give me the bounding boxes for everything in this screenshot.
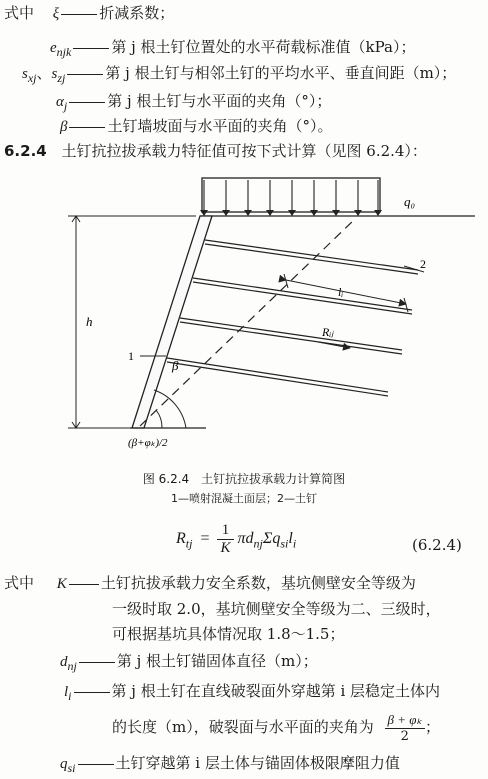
beta-arc [154, 390, 186, 428]
def-s-text: 第 j 根土钉与相邻土钉的平均水平、垂直间距（m）； [105, 64, 457, 82]
figure-caption: 图 6.2.4 土钉抗拉拔承载力计算简图 [142, 472, 346, 486]
soil-nail [205, 240, 418, 270]
def-l-line2: 的长度（m），破裂面与水平面的夹角为 $\frac{\text{β + φₖ}}{2}$ ； [112, 712, 441, 744]
label-q0: q₀ [404, 194, 416, 209]
soil-nail [205, 244, 418, 274]
label-wall-1: 1 [128, 349, 134, 363]
def-alpha-text: 第 j 根土钉与水平面的夹角（°）； [107, 92, 332, 110]
section-text: 土钉抗拉拔承载力特征值可按下式计算（见图 6.2.4）： [61, 142, 427, 160]
section-heading [4, 140, 427, 161]
formula-6-2-4: $R_{tj}$ = $\frac{1}{K}$ $\pi d_{nj}\Sigma q_{si}l_i$ [176, 522, 297, 556]
label-h: h [86, 314, 93, 329]
soil-nail [167, 358, 388, 392]
def-alpha: $\alpha_j$ 第 j 根土钉与水平面的夹角（°）； [56, 92, 332, 113]
phi-arc [156, 410, 162, 428]
figure-6-2-4 [0, 170, 488, 470]
label-beta: β [172, 358, 179, 373]
def-beta-text: 土钉墙坡面与水平面的夹角（°）。 [107, 117, 333, 135]
rij-arrow [318, 342, 350, 348]
soil-nail [167, 362, 388, 396]
label-angle: (β+φₖ)/2 [128, 437, 168, 449]
def-d: $d_{nj}$ 第 j 根土钉锚固体直径（m）； [60, 652, 318, 673]
def-beta: β 土钉墙坡面与水平面的夹角（°）。 [60, 117, 333, 135]
def-q: $q_{si}$ 土钉穿越第 i 层土体与锚固体极限摩阻力值 [60, 754, 400, 775]
symbol-e: e [50, 40, 57, 56]
formula-number: (6.2.4) [412, 536, 462, 554]
label-li: lᵢ [338, 285, 344, 299]
soil-nail [193, 282, 412, 314]
surcharge-box [202, 178, 380, 212]
figure-subcaption: 1—喷射混凝土面层；2—土钉 [171, 492, 317, 505]
def-s: $s_{xj}$、$s_{zj}$ 第 j 根土钉与相邻土钉的平均水平、垂直间距（m）； [22, 64, 457, 85]
soil-nail [180, 322, 402, 354]
def-k-line3: 可根据基坑具体情况取 1.8～1.5； [112, 625, 345, 643]
soil-nails [167, 240, 418, 396]
def-k: 式中 K 土钉抗拔承载力安全系数，基坑侧壁安全等级为 [4, 574, 416, 592]
def-prefix: 式中 [4, 4, 35, 22]
shotcrete-wall [132, 216, 212, 428]
def-e: $e_{njk}$ 第 j 根土钉位置处的水平荷载标准值（kPa）； [50, 38, 416, 59]
section-number: 6.2.4 [4, 142, 47, 160]
soil-nail [180, 318, 402, 350]
symbol-xi: ξ [52, 6, 60, 22]
def-xi [4, 2, 174, 23]
def-k-line2: 一级时取 2.0，基坑侧壁安全等级为二、三级时， [112, 600, 441, 618]
def-l: $l_i$ 第 j 根土钉在直线破裂面外穿越第 i 层稳定土体内 [64, 682, 441, 703]
def-xi-text: 折减系数； [99, 4, 175, 22]
label-rij: Rᵢⱼ [322, 325, 334, 339]
label-nail-2: 2 [420, 257, 426, 271]
def-e-text: 第 j 根土钉位置处的水平荷载标准值（kPa）； [111, 38, 416, 56]
surcharge-arrows [204, 180, 378, 210]
